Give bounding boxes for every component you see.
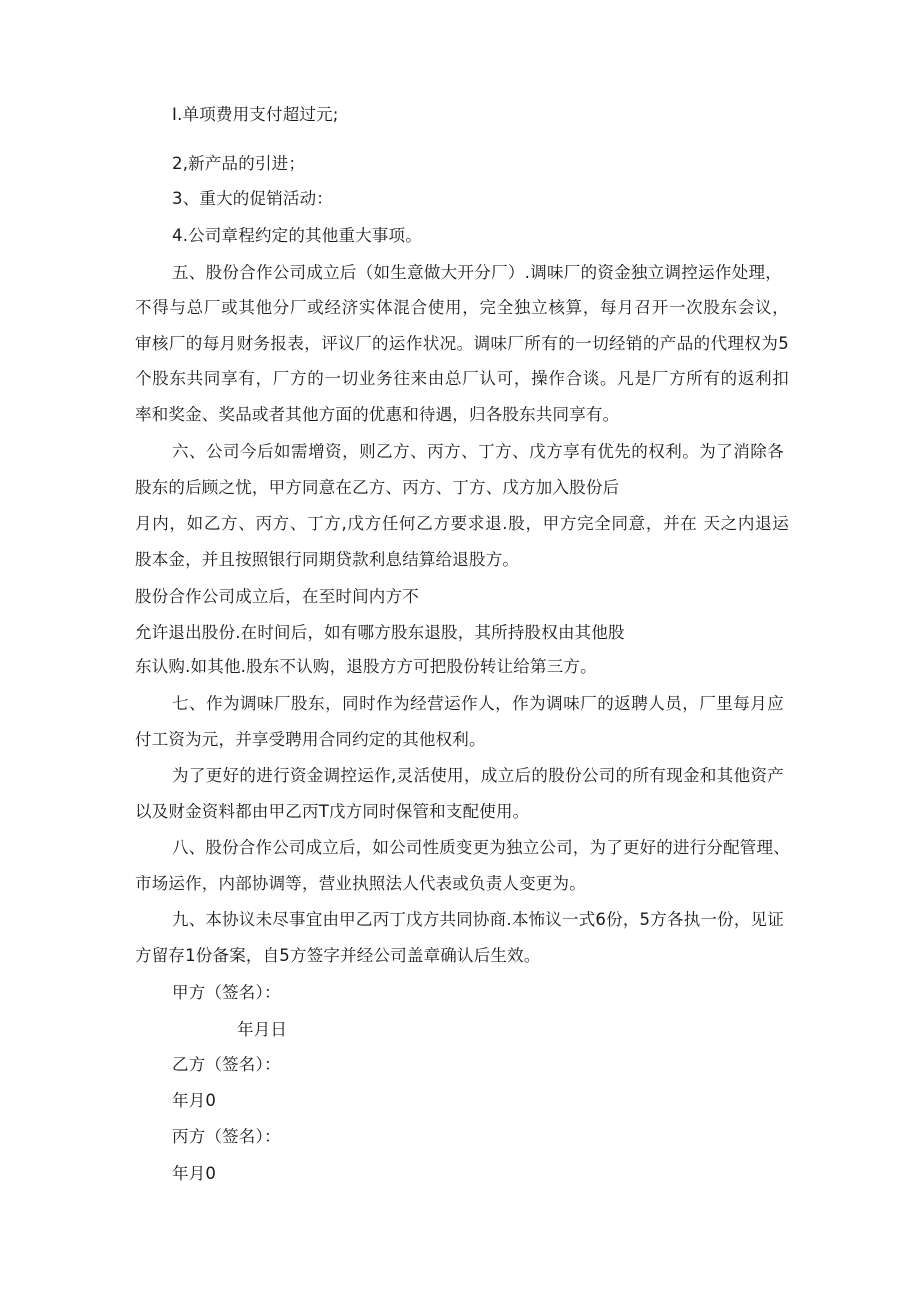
- text-line: 4.公司章程约定的其他重大事项。: [172, 226, 422, 245]
- text-line: 股东的后顾之忧，甲方同意在乙方、丙方、丁方、戊方加入股份后: [135, 478, 620, 497]
- text-line: 不得与总厂或其他分厂或经济实体混合使用，完全独立核算，每月召开一次股东会议，: [135, 298, 789, 317]
- text-line: 审核厂的每月财务报表，评议厂的运作状况。调味厂所有的一切经销的产品的代理权为5: [135, 334, 789, 353]
- text-line: 六、公司今后如需增资，则乙方、丙方、丁方、戊方享有优先的权利。为了消除各: [172, 442, 784, 461]
- signature-label-party-c: 丙方（签名）：: [172, 1127, 281, 1146]
- signature-label-party-b: 乙方（签名）：: [172, 1055, 281, 1074]
- text-line: 率和奖金、奖品或者其他方面的优惠和待遇，归各股东共同享有。: [135, 405, 620, 424]
- text-line: 2,新产品的引进；: [172, 154, 306, 173]
- text-line: 五、股份合作公司成立后（如生意做大开分厂）.调味厂的资金独立调控运作处理，: [172, 263, 782, 282]
- signature-label-party-a: 甲方（签名）：: [172, 983, 281, 1002]
- text-line: 月内，如乙方、丙方、丁方,戊方任何乙方要求退.股，甲方完全同意，并在 天之内退运: [135, 514, 789, 533]
- text-line: 东认购.如其他.股东不认购，退股方方可把股份转让给第三方。: [135, 657, 597, 676]
- text-line: 付工资为元，并享受聘用合同约定的其他权利。: [135, 730, 486, 749]
- text-line: 九、本协议未尽事宜由甲乙丙丁戊方共同协商.本怖议一式6份，5方各执一份，见证: [172, 910, 784, 929]
- text-line: 股本金，并且按照银行同期贷款利息结算给退股方。: [135, 550, 520, 569]
- text-line: 3、重大的促销活动：: [172, 189, 333, 208]
- text-line: 为了更好的进行资金调控运作,灵活使用，成立后的股份公司的所有现金和其他资产: [172, 766, 784, 785]
- date-line: 年月日: [237, 1020, 288, 1039]
- text-line: 市场运作，内部协调等，营业执照法人代表或负责人变更为。: [135, 874, 586, 893]
- text-line: I.单项费用支付超过元;: [172, 105, 339, 124]
- date-line: 年月0: [172, 1164, 217, 1183]
- text-line: 七、作为调味厂股东，同时作为经营运作人，作为调味厂的返聘人员，厂里每月应: [172, 694, 784, 713]
- text-line: 以及财金资料都由甲乙丙T戊方同时保管和支配使用。: [135, 802, 530, 821]
- text-line: 八、股份合作公司成立后，如公司性质变更为独立公司，为了更好的进行分配管理、: [172, 838, 790, 857]
- date-line: 年月0: [172, 1091, 217, 1110]
- text-line: 方留存1份备案，自5方签字并经公司盖章确认后生效。: [135, 946, 541, 965]
- text-line: 允许退出股份.在时间后，如有哪方股东退股，其所持股权由其他股: [135, 623, 625, 642]
- text-line: 股份合作公司成立后，在至时间内方不: [135, 587, 419, 606]
- text-line: 个股东共同享有，厂方的一切业务往来由总厂认可，操作合谈。凡是厂方所有的返利扣: [135, 369, 789, 388]
